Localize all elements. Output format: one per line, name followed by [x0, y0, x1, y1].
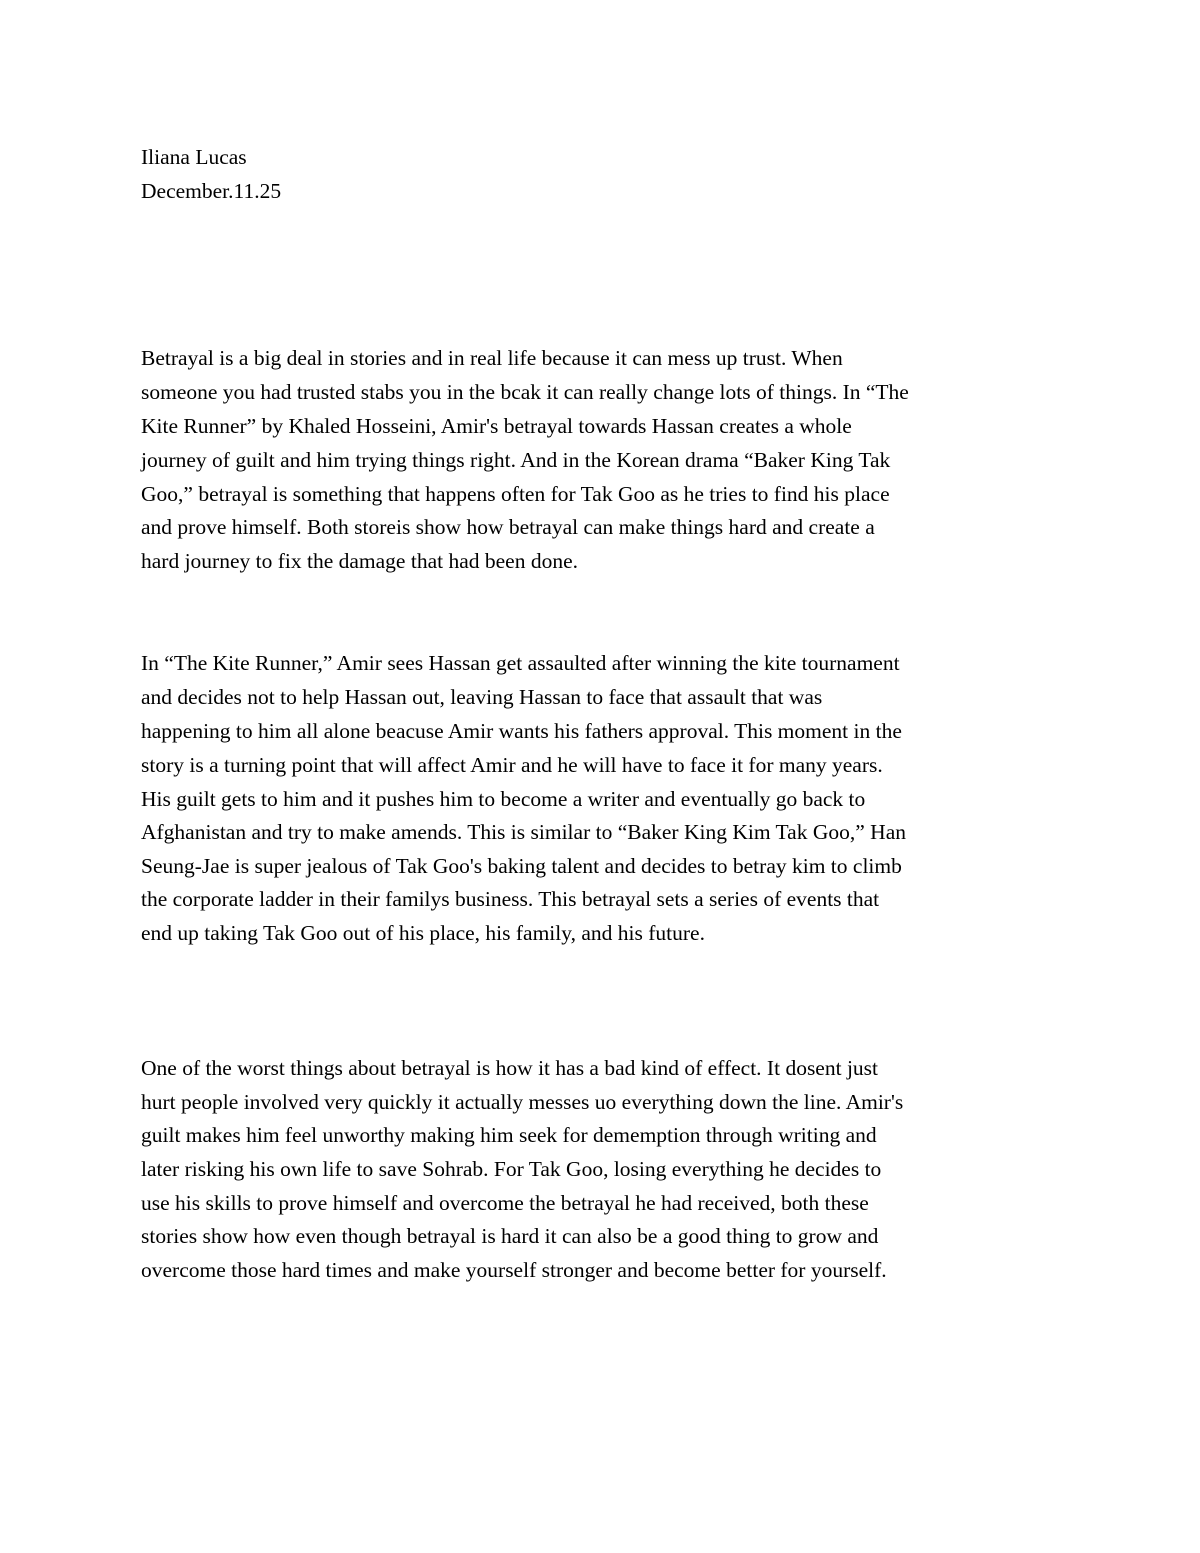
paragraph-line: use his skills to prove himself and overcome the betrayal he had received, both these — [141, 1191, 869, 1215]
paragraph-line: someone you had trusted stabs you in the bcak it can really change lots of things. In “The — [141, 380, 909, 404]
paragraph-line: His guilt gets to him and it pushes him to become a writer and eventually go back to — [141, 787, 866, 811]
paragraph-line: hard journey to fix the damage that had been done. — [141, 549, 579, 573]
paragraph-line: the corporate ladder in their familys business. This betrayal sets a series of events that — [141, 887, 880, 911]
paragraph-line: journey of guilt and him trying things right. And in the Korean drama “Baker King Tak — [141, 448, 891, 472]
paragraph-line: Goo,” betrayal is something that happens often for Tak Goo as he tries to find his place — [141, 482, 890, 506]
paragraph-line: guilt makes him feel unworthy making him seek for dememption through writing and — [141, 1123, 877, 1147]
paragraph-line: overcome those hard times and make yourself stronger and become better for yourself. — [141, 1258, 887, 1282]
paragraph-line: stories show how even though betrayal is hard it can also be a good thing to grow and — [141, 1224, 879, 1248]
paragraph-line: end up taking Tak Goo out of his place, his family, and his future. — [141, 921, 705, 945]
paragraph-line: Betrayal is a big deal in stories and in real life because it can mess up trust. When — [141, 346, 843, 370]
paragraph-line: and decides not to help Hassan out, leaving Hassan to face that assault that was — [141, 685, 823, 709]
paragraph-line: Kite Runner” by Khaled Hosseini, Amir's betrayal towards Hassan creates a whole — [141, 414, 852, 438]
paragraph-line: Afghanistan and try to make amends. This is similar to “Baker King Kim Tak Goo,” Han — [141, 820, 906, 844]
paragraph-line: Seung-Jae is super jealous of Tak Goo's baking talent and decides to betray kim to climb — [141, 854, 902, 878]
document-date: December.11.25 — [141, 179, 282, 203]
paragraph-line: happening to him all alone beacuse Amir wants his fathers approval. This moment in the — [141, 719, 902, 743]
paragraph-line: later risking his own life to save Sohrab. For Tak Goo, losing everything he decides to — [141, 1157, 882, 1181]
paragraph-line: story is a turning point that will affect Amir and he will have to face it for many years. — [141, 753, 883, 777]
paragraph-line: One of the worst things about betrayal is how it has a bad kind of effect. It dosent just — [141, 1056, 879, 1080]
paragraph-line: and prove himself. Both storeis show how betrayal can make things hard and create a — [141, 515, 875, 539]
author-name: Iliana Lucas — [141, 145, 247, 169]
paragraph-line: hurt people involved very quickly it actually messes uo everything down the line. Amir's — [141, 1090, 904, 1114]
paragraph-line: In “The Kite Runner,” Amir sees Hassan get assaulted after winning the kite tournament — [141, 651, 900, 675]
